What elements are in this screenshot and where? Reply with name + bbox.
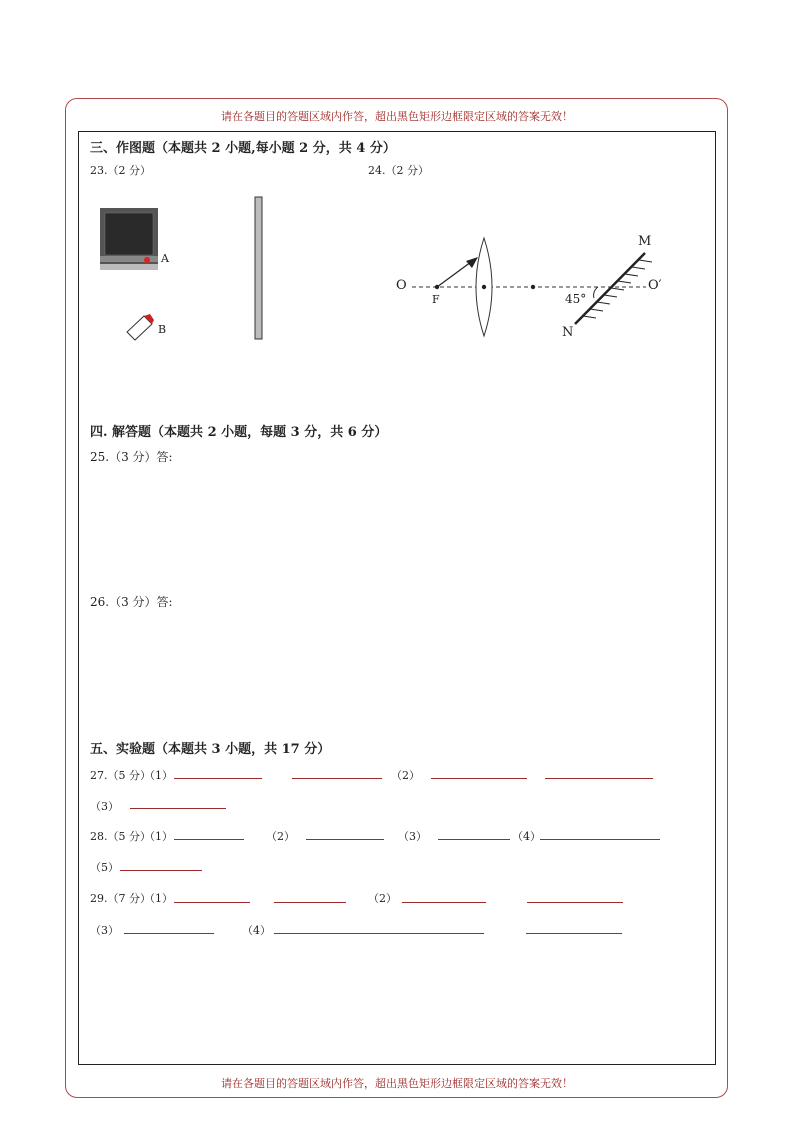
q29-blank-1[interactable]	[174, 902, 250, 903]
q28-blank-2[interactable]	[306, 839, 384, 840]
focus-right-dot	[531, 285, 535, 289]
ray-arrowhead	[466, 257, 478, 268]
point-f-label: F	[432, 293, 440, 306]
point-b-label: B	[158, 323, 167, 336]
angle-label: 45°	[565, 292, 587, 306]
q23-label: 23.（2 分）	[90, 164, 151, 177]
point-o-prime-label: O′	[648, 278, 662, 293]
q27-blank-2[interactable]	[292, 778, 382, 779]
q28-part4: （4）	[512, 830, 541, 843]
q28-part2: （2）	[266, 830, 295, 843]
q27-label: 27.（5 分）	[90, 769, 151, 782]
q29-blank-4[interactable]	[527, 902, 623, 903]
q26-label: 26.（3 分）答:	[90, 595, 173, 609]
q29-blank-5[interactable]	[124, 933, 214, 934]
notice-bottom: 请在各题目的答题区域内作答，超出黑色矩形边框限定区域的答案无效！	[221, 1077, 573, 1090]
q29-blank-6[interactable]	[274, 933, 484, 934]
q27-part2: （2）	[391, 769, 420, 782]
q29-blank-7[interactable]	[526, 933, 622, 934]
q28-blank-5[interactable]	[120, 870, 202, 871]
point-m-label: M	[638, 234, 652, 249]
q24-label: 24.（2 分）	[368, 164, 429, 177]
q28-part5: （5）	[90, 861, 119, 874]
point-n-label: N	[562, 325, 574, 340]
point-o-label: O	[396, 278, 407, 293]
section5-title: 五、实验题（本题共 3 小题，共 17 分）	[90, 742, 331, 757]
q29-part3: （3）	[90, 924, 119, 937]
q29-label: 29.（7 分）	[90, 892, 151, 905]
q28-blank-1[interactable]	[174, 839, 244, 840]
q27-blank-4[interactable]	[545, 778, 653, 779]
incident-ray	[437, 262, 471, 287]
lens-center-dot	[482, 285, 486, 289]
point-a-label: A	[161, 252, 169, 265]
q27-blank-5[interactable]	[130, 808, 226, 809]
section3-title: 三、作图题（本题共 2 小题,每小题 2 分，共 4 分）	[90, 141, 396, 156]
notice-top: 请在各题目的答题区域内作答，超出黑色矩形边框限定区域的答案无效！	[221, 110, 573, 123]
q29-part2: （2）	[368, 892, 397, 905]
q25-label: 25.（3 分）答:	[90, 450, 173, 464]
q28-blank-4[interactable]	[540, 839, 660, 840]
q29-blank-3[interactable]	[402, 902, 486, 903]
q27-part3: （3）	[90, 800, 119, 813]
q28-part3: （3）	[398, 830, 427, 843]
q28-part1: （1）	[144, 830, 173, 843]
q27-blank-3[interactable]	[431, 778, 527, 779]
q29-blank-2[interactable]	[274, 902, 346, 903]
plane-mirror-mn	[575, 253, 652, 324]
q28-blank-3[interactable]	[438, 839, 510, 840]
q29-part4: （4）	[242, 924, 271, 937]
q28-label: 28.（5 分）	[90, 830, 151, 843]
q27-part1: （1）	[144, 769, 173, 782]
q29-part1: （1）	[144, 892, 173, 905]
section4-title: 四. 解答题（本题共 2 小题，每题 3 分，共 6 分）	[90, 425, 388, 440]
q27-blank-1[interactable]	[174, 778, 262, 779]
